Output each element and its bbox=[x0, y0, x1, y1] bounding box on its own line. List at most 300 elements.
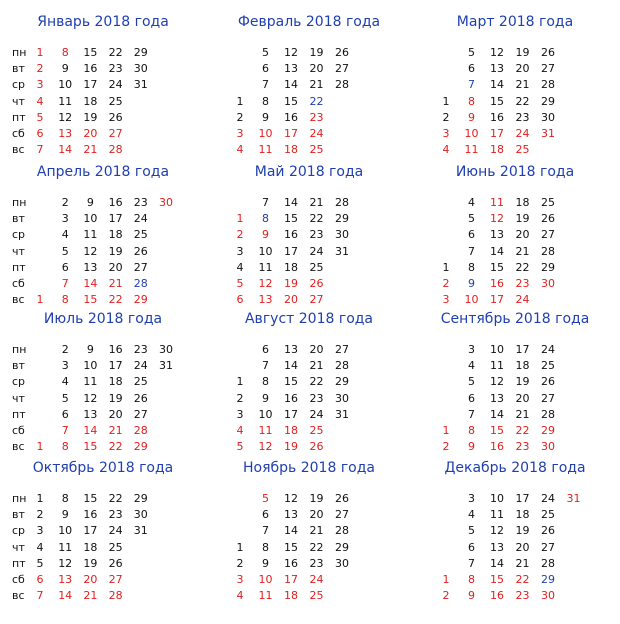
calendar-day: 30 bbox=[133, 508, 148, 522]
calendar-day: 28 bbox=[335, 359, 349, 373]
calendar-day: 28 bbox=[541, 78, 555, 92]
calendar-day: 24 bbox=[541, 343, 555, 356]
calendar-day: 27 bbox=[335, 508, 349, 522]
calendar-day: 16 bbox=[284, 110, 298, 124]
calendar-day: 10 bbox=[83, 212, 98, 226]
calendar-day: 15 bbox=[284, 375, 298, 389]
calendar-day: 2 bbox=[236, 391, 244, 405]
calendar-day: 27 bbox=[133, 407, 148, 421]
calendar-day: 16 bbox=[490, 277, 504, 290]
calendar-day: 2 bbox=[61, 343, 69, 356]
calendar-day: 19 bbox=[108, 244, 123, 258]
calendar-day: 23 bbox=[133, 343, 148, 356]
month-block bbox=[0, 297, 206, 454]
calendar-day: 5 bbox=[36, 110, 44, 124]
weekday-label-thu: чт bbox=[12, 540, 25, 554]
calendar-day: 15 bbox=[284, 540, 298, 554]
calendar-day: 26 bbox=[309, 440, 324, 454]
calendar-day: 2 bbox=[442, 589, 450, 603]
calendar-day: 3 bbox=[236, 407, 244, 421]
calendar-day: 18 bbox=[515, 196, 530, 209]
calendar-day: 1 bbox=[442, 424, 450, 437]
weekday-label-tue: вт bbox=[12, 62, 25, 76]
calendar-day: 3 bbox=[61, 359, 69, 373]
weekday-label-sat: сб bbox=[12, 424, 25, 437]
calendar-day: 21 bbox=[515, 556, 530, 570]
calendar-day: 27 bbox=[335, 62, 349, 76]
calendar-day: 19 bbox=[515, 375, 530, 389]
calendar-day: 28 bbox=[133, 424, 148, 437]
calendar-day: 27 bbox=[541, 540, 555, 554]
calendar-day: 28 bbox=[541, 407, 555, 421]
calendar-day: 26 bbox=[133, 391, 148, 405]
calendar-day: 12 bbox=[58, 110, 73, 124]
weekday-label-thu: чт bbox=[12, 244, 25, 258]
calendar-day: 10 bbox=[464, 293, 479, 307]
calendar-day: 22 bbox=[309, 212, 324, 226]
weekday-label-sun: вс bbox=[12, 440, 25, 454]
calendar-day: 5 bbox=[262, 46, 269, 59]
calendar-day: 12 bbox=[284, 492, 298, 505]
calendar-day: 2 bbox=[61, 196, 69, 209]
calendar-day: 26 bbox=[108, 110, 123, 124]
calendar-day: 22 bbox=[108, 492, 123, 505]
calendar-day: 23 bbox=[515, 110, 530, 124]
calendar-day: 21 bbox=[309, 78, 324, 92]
calendar-day: 2 bbox=[36, 62, 44, 76]
calendar-day: 18 bbox=[284, 260, 298, 274]
calendar-day: 21 bbox=[515, 407, 530, 421]
calendar-day: 27 bbox=[108, 127, 123, 140]
calendar-day: 4 bbox=[61, 375, 69, 389]
calendar-day: 28 bbox=[541, 556, 555, 570]
calendar-day: 28 bbox=[108, 589, 123, 603]
weekday-label-wed: ср bbox=[12, 524, 26, 538]
calendar-day: 8 bbox=[61, 293, 69, 307]
calendar-day: 24 bbox=[133, 359, 148, 373]
calendar-day: 6 bbox=[262, 343, 269, 356]
calendar-day: 30 bbox=[133, 62, 148, 76]
calendar-day: 25 bbox=[309, 260, 324, 274]
weekday-label-sun: вс bbox=[12, 143, 25, 157]
calendar-day: 4 bbox=[36, 540, 44, 554]
calendar-day: 1 bbox=[236, 212, 244, 226]
weekday-label-thu: чт bbox=[12, 94, 25, 108]
calendar-day: 16 bbox=[83, 62, 98, 76]
calendar-day: 7 bbox=[262, 78, 269, 92]
calendar-day: 12 bbox=[490, 524, 504, 538]
calendar-day: 13 bbox=[258, 293, 273, 307]
calendar-day: 24 bbox=[108, 78, 123, 92]
calendar-day: 16 bbox=[108, 196, 123, 209]
calendar-day: 19 bbox=[83, 556, 98, 570]
calendar-day: 5 bbox=[468, 524, 475, 538]
month-title: Октябрь 2018 года bbox=[32, 460, 174, 476]
calendar-day: 1 bbox=[442, 573, 450, 586]
weekday-label-wed: ср bbox=[12, 375, 26, 389]
weekday-label-sat: сб bbox=[12, 127, 25, 140]
calendar-day: 8 bbox=[468, 260, 475, 274]
calendar-day: 29 bbox=[133, 293, 148, 307]
calendar-day: 6 bbox=[262, 62, 269, 76]
calendar-day: 11 bbox=[83, 375, 98, 389]
calendar-day: 7 bbox=[468, 78, 475, 92]
calendar-day: 14 bbox=[284, 524, 298, 538]
calendar-day: 31 bbox=[335, 407, 349, 421]
calendar-day: 6 bbox=[61, 407, 69, 421]
calendar-day: 14 bbox=[83, 277, 98, 290]
month-block bbox=[206, 150, 412, 307]
weekday-label-sun: вс bbox=[12, 293, 25, 307]
calendar-day: 18 bbox=[108, 228, 123, 242]
calendar-day: 3 bbox=[236, 127, 244, 140]
calendar-day: 2 bbox=[442, 440, 450, 454]
calendar-day: 30 bbox=[541, 589, 555, 603]
calendar-day: 22 bbox=[515, 424, 530, 437]
month-block bbox=[412, 446, 618, 603]
calendar-day: 9 bbox=[86, 196, 94, 209]
calendar-day: 11 bbox=[58, 94, 73, 108]
calendar-day: 20 bbox=[83, 127, 98, 140]
calendar-day: 23 bbox=[515, 589, 530, 603]
calendar-day: 6 bbox=[468, 62, 475, 76]
calendar-day: 23 bbox=[309, 228, 324, 242]
calendar-day: 9 bbox=[468, 440, 475, 454]
calendar-day: 12 bbox=[490, 375, 504, 389]
calendar-day: 7 bbox=[262, 359, 269, 373]
weekday-label-tue: вт bbox=[12, 508, 25, 522]
calendar-day: 29 bbox=[335, 540, 349, 554]
calendar-day: 14 bbox=[284, 359, 298, 373]
calendar-day: 8 bbox=[262, 94, 269, 108]
calendar-day: 29 bbox=[335, 212, 349, 226]
calendar-day: 8 bbox=[262, 540, 269, 554]
calendar-day: 9 bbox=[468, 277, 475, 290]
month-block bbox=[412, 150, 618, 307]
calendar-day: 30 bbox=[159, 196, 173, 209]
month-title: Апрель 2018 года bbox=[36, 164, 170, 180]
calendar-day: 23 bbox=[309, 110, 324, 124]
calendar-day: 28 bbox=[335, 524, 349, 538]
calendar-day: 4 bbox=[236, 260, 244, 274]
calendar-day: 17 bbox=[284, 573, 298, 586]
calendar-day: 7 bbox=[61, 424, 69, 437]
weekday-label-thu: чт bbox=[12, 391, 25, 405]
calendar-day: 20 bbox=[108, 260, 123, 274]
calendar-day: 22 bbox=[515, 94, 530, 108]
calendar-day: 2 bbox=[442, 110, 450, 124]
month-block bbox=[412, 297, 618, 454]
calendar-day: 21 bbox=[83, 143, 98, 157]
calendar-day: 15 bbox=[83, 440, 98, 454]
calendar-day: 25 bbox=[541, 196, 555, 209]
calendar-day: 12 bbox=[83, 391, 98, 405]
calendar-day: 24 bbox=[541, 492, 555, 505]
calendar-day: 1 bbox=[236, 94, 244, 108]
calendar-day: 29 bbox=[541, 94, 555, 108]
calendar-day: 30 bbox=[335, 391, 349, 405]
calendar-day: 10 bbox=[83, 359, 98, 373]
calendar-day: 14 bbox=[83, 424, 98, 437]
calendar-day: 6 bbox=[262, 508, 269, 522]
calendar-day: 13 bbox=[83, 407, 98, 421]
calendar-day: 3 bbox=[468, 492, 475, 505]
calendar-day: 11 bbox=[258, 589, 273, 603]
calendar-day: 17 bbox=[284, 407, 298, 421]
calendar-day: 9 bbox=[262, 110, 269, 124]
calendar-day: 15 bbox=[490, 424, 504, 437]
calendar-day: 19 bbox=[284, 277, 298, 290]
calendar-day: 29 bbox=[133, 46, 148, 59]
calendar-day: 5 bbox=[61, 244, 69, 258]
calendar-day: 25 bbox=[108, 94, 123, 108]
calendar-day: 18 bbox=[515, 359, 530, 373]
calendar-day: 13 bbox=[490, 391, 504, 405]
calendar-day: 22 bbox=[108, 46, 123, 59]
calendar-day: 4 bbox=[468, 508, 475, 522]
calendar-day: 25 bbox=[133, 375, 148, 389]
calendar-day: 31 bbox=[133, 78, 148, 92]
calendar-day: 22 bbox=[108, 440, 123, 454]
calendar-day: 6 bbox=[468, 228, 475, 242]
calendar-day: 28 bbox=[133, 277, 148, 290]
calendar-day: 23 bbox=[108, 62, 123, 76]
calendar-day: 26 bbox=[541, 212, 555, 226]
calendar-day: 2 bbox=[236, 556, 244, 570]
calendar-day: 6 bbox=[36, 573, 44, 586]
calendar-day: 5 bbox=[468, 46, 475, 59]
calendar-day: 1 bbox=[236, 375, 244, 389]
calendar-day: 9 bbox=[61, 62, 69, 76]
calendar-day: 27 bbox=[108, 573, 123, 586]
calendar-day: 21 bbox=[515, 244, 530, 258]
weekday-label-fri: пт bbox=[12, 407, 26, 421]
calendar-day: 15 bbox=[284, 94, 298, 108]
calendar-day: 16 bbox=[490, 440, 504, 454]
calendar-day: 23 bbox=[108, 508, 123, 522]
calendar-day: 26 bbox=[541, 524, 555, 538]
month-title: Декабрь 2018 года bbox=[444, 460, 586, 476]
calendar-day: 11 bbox=[490, 196, 504, 209]
calendar-day: 1 bbox=[236, 540, 244, 554]
month-block bbox=[0, 150, 206, 307]
calendar-day: 22 bbox=[309, 375, 324, 389]
month-title: Февраль 2018 года bbox=[237, 14, 381, 30]
calendar-day: 7 bbox=[61, 277, 69, 290]
calendar-day: 23 bbox=[515, 277, 530, 290]
calendar-day: 12 bbox=[83, 244, 98, 258]
calendar-day: 19 bbox=[515, 46, 530, 59]
calendar-day: 19 bbox=[108, 391, 123, 405]
calendar-day: 29 bbox=[133, 492, 148, 505]
month-block bbox=[0, 446, 206, 603]
calendar-day: 27 bbox=[541, 391, 555, 405]
calendar-day: 13 bbox=[490, 62, 504, 76]
calendar-day: 12 bbox=[258, 440, 273, 454]
calendar-day: 8 bbox=[61, 440, 69, 454]
calendar-day: 5 bbox=[61, 391, 69, 405]
calendar-day: 11 bbox=[258, 424, 273, 437]
calendar-day: 26 bbox=[335, 46, 349, 59]
calendar-day: 16 bbox=[284, 556, 298, 570]
calendar-day: 16 bbox=[490, 110, 504, 124]
month-block bbox=[206, 297, 412, 454]
calendar-day: 7 bbox=[262, 524, 269, 538]
calendar-day: 26 bbox=[309, 277, 324, 290]
month-block bbox=[206, 0, 412, 157]
calendar-day: 21 bbox=[108, 424, 123, 437]
calendar-day: 13 bbox=[490, 228, 504, 242]
calendar-day: 21 bbox=[83, 589, 98, 603]
month-block bbox=[412, 0, 618, 157]
calendar-day: 8 bbox=[61, 46, 69, 59]
calendar-day: 26 bbox=[541, 46, 555, 59]
calendar-day: 18 bbox=[83, 540, 98, 554]
month-title: Июль 2018 года bbox=[43, 311, 163, 327]
calendar-day: 24 bbox=[309, 573, 324, 586]
weekday-label-sat: сб bbox=[12, 277, 25, 290]
calendar-day: 28 bbox=[335, 78, 349, 92]
calendar-day: 17 bbox=[83, 78, 98, 92]
calendar-day: 5 bbox=[468, 375, 475, 389]
calendar-day: 21 bbox=[309, 196, 324, 209]
calendar-day: 4 bbox=[36, 94, 44, 108]
calendar-day: 18 bbox=[515, 508, 530, 522]
calendar-day: 16 bbox=[284, 391, 298, 405]
weekday-label-mon: пн bbox=[12, 196, 27, 209]
calendar-day: 24 bbox=[133, 212, 148, 226]
calendar-day: 28 bbox=[541, 244, 555, 258]
calendar-day: 9 bbox=[468, 110, 475, 124]
calendar-day: 24 bbox=[309, 407, 324, 421]
calendar-day: 10 bbox=[258, 127, 273, 140]
calendar-day: 10 bbox=[58, 78, 73, 92]
calendar-day: 16 bbox=[83, 508, 98, 522]
calendar-day: 17 bbox=[284, 127, 298, 140]
calendar-day: 14 bbox=[490, 78, 504, 92]
calendar-day: 18 bbox=[83, 94, 98, 108]
weekday-label-mon: пн bbox=[12, 46, 27, 59]
calendar-day: 11 bbox=[258, 143, 273, 157]
calendar-day: 14 bbox=[284, 78, 298, 92]
calendar-day: 13 bbox=[284, 508, 298, 522]
calendar-day: 3 bbox=[36, 524, 44, 538]
calendar-day: 1 bbox=[442, 260, 450, 274]
weekday-label-tue: вт bbox=[12, 359, 25, 373]
calendar-day: 14 bbox=[58, 589, 73, 603]
weekday-label-fri: пт bbox=[12, 110, 26, 124]
calendar-day: 21 bbox=[309, 524, 324, 538]
calendar-day: 7 bbox=[468, 244, 475, 258]
calendar-day: 14 bbox=[490, 556, 504, 570]
calendar-day: 6 bbox=[468, 391, 475, 405]
calendar-day: 10 bbox=[464, 127, 479, 140]
calendar-day: 19 bbox=[515, 212, 530, 226]
weekday-label-mon: пн bbox=[12, 343, 27, 356]
calendar-day: 12 bbox=[58, 556, 73, 570]
calendar-day: 29 bbox=[541, 424, 555, 437]
calendar-day: 8 bbox=[468, 573, 475, 586]
calendar-day: 27 bbox=[335, 343, 349, 356]
calendar-day: 18 bbox=[284, 143, 298, 157]
calendar-day: 15 bbox=[490, 94, 504, 108]
calendar-day: 31 bbox=[133, 524, 148, 538]
calendar-day: 15 bbox=[83, 293, 98, 307]
calendar-day: 23 bbox=[309, 391, 324, 405]
calendar-day: 9 bbox=[262, 228, 269, 242]
calendar-day: 17 bbox=[490, 293, 504, 307]
calendar-day: 4 bbox=[236, 589, 244, 603]
calendar-day: 2 bbox=[36, 508, 44, 522]
calendar-day: 20 bbox=[515, 540, 530, 554]
calendar-day: 28 bbox=[108, 143, 123, 157]
calendar-day: 19 bbox=[515, 524, 530, 538]
calendar-day: 10 bbox=[58, 524, 73, 538]
calendar-day: 22 bbox=[515, 260, 530, 274]
calendar-day: 26 bbox=[133, 244, 148, 258]
calendar-day: 10 bbox=[258, 407, 273, 421]
calendar-day: 3 bbox=[442, 127, 450, 140]
calendar-day: 14 bbox=[490, 407, 504, 421]
calendar-day: 14 bbox=[58, 143, 73, 157]
calendar-day: 5 bbox=[236, 440, 244, 454]
calendar-day: 29 bbox=[541, 260, 555, 274]
weekday-label-sun: вс bbox=[12, 589, 25, 603]
calendar-day: 17 bbox=[490, 127, 504, 140]
month-block bbox=[206, 446, 412, 603]
calendar-day: 30 bbox=[335, 228, 349, 242]
calendar-day: 31 bbox=[335, 244, 349, 258]
calendar-day: 8 bbox=[468, 94, 475, 108]
calendar-day: 17 bbox=[515, 343, 530, 356]
calendar-day: 4 bbox=[61, 228, 69, 242]
calendar-day: 12 bbox=[284, 46, 298, 59]
calendar-day: 20 bbox=[309, 343, 324, 356]
calendar-day: 11 bbox=[258, 260, 273, 274]
calendar-day: 11 bbox=[58, 540, 73, 554]
weekday-label-wed: ср bbox=[12, 228, 26, 242]
calendar-day: 12 bbox=[490, 212, 504, 226]
calendar-day: 19 bbox=[284, 440, 298, 454]
calendar-day: 22 bbox=[108, 293, 123, 307]
calendar-day: 16 bbox=[490, 589, 504, 603]
weekday-label-wed: ср bbox=[12, 78, 26, 92]
calendar-day: 8 bbox=[61, 492, 69, 505]
calendar-day: 25 bbox=[108, 540, 123, 554]
calendar-day: 22 bbox=[515, 573, 530, 586]
calendar-day: 20 bbox=[515, 391, 530, 405]
calendar-day: 19 bbox=[309, 46, 324, 59]
calendar-day: 3 bbox=[442, 293, 450, 307]
calendar-day: 15 bbox=[284, 212, 298, 226]
calendar-day: 21 bbox=[515, 78, 530, 92]
calendar-day: 20 bbox=[515, 62, 530, 76]
calendar-day: 20 bbox=[515, 228, 530, 242]
calendar-day: 11 bbox=[490, 508, 504, 522]
calendar-day: 1 bbox=[442, 94, 450, 108]
calendar-day: 5 bbox=[236, 277, 244, 290]
month-title: Август 2018 года bbox=[244, 311, 374, 327]
calendar-day: 11 bbox=[464, 143, 479, 157]
calendar-day: 10 bbox=[490, 343, 504, 356]
calendar-day: 28 bbox=[335, 196, 349, 209]
calendar-day: 1 bbox=[36, 440, 44, 454]
calendar-day: 5 bbox=[262, 492, 269, 505]
calendar-day: 25 bbox=[309, 589, 324, 603]
calendar-day: 10 bbox=[490, 492, 504, 505]
calendar-day: 25 bbox=[309, 424, 324, 437]
calendar-day: 17 bbox=[83, 524, 98, 538]
